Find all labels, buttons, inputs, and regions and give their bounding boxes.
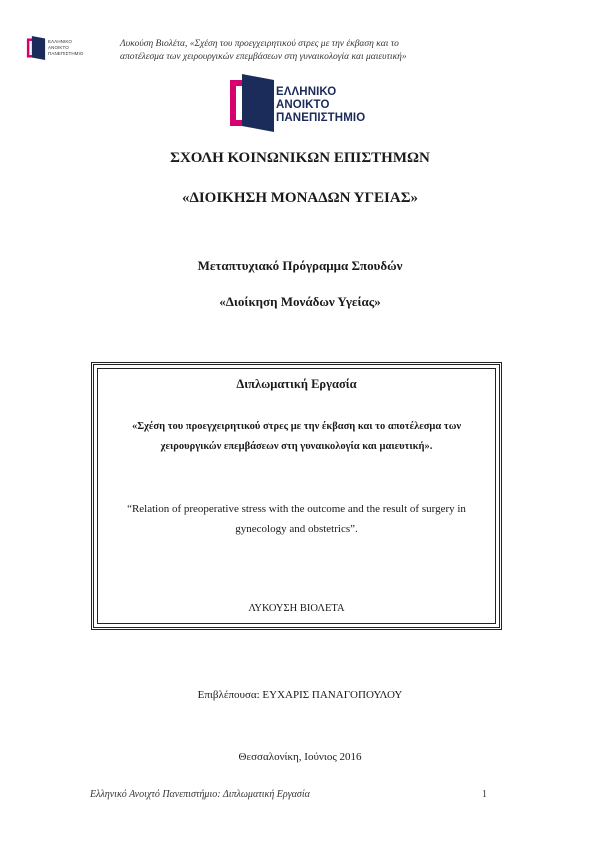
running-head <box>120 38 490 64</box>
header-logo-text: ΕΛΛΗΝΙΚΟ ΑΝΟΙΚΤΟ ΠΑΝΕΠΙΣΤΗΜΙΟ <box>48 39 84 56</box>
running-head-line2: αποτέλεσμα των χειρουργικών επεμβάσεων στη γυναικολογία και μαιευτική» <box>120 52 407 62</box>
university-logo-text <box>276 86 365 125</box>
thesis-title-greek: «Σχέση του προεγχειρητικού στρες με την έκβαση και το αποτέλεσμα των χειρουργικών επεμβάσεων στη γυναικολογία και μαιευτική». <box>131 421 462 452</box>
footer-text: Ελληνικό Ανοιχτό Πανεπιστήμιο: Διπλωματική Εργασία <box>90 789 310 800</box>
header-logo <box>26 36 86 62</box>
logo-line3: ΠΑΝΕΠΙΣΤΗΜΙΟ <box>276 112 366 124</box>
school-title: ΣΧΟΛΗ ΚΟΙΝΩΝΙΚΩΝ ΕΠΙΣΤΗΜΩΝ <box>170 150 430 166</box>
thesis-frame-inner <box>97 368 496 624</box>
thesis-author: ΛΥΚΟΥΣΗ ΒΙΟΛΕΤΑ <box>248 603 345 614</box>
running-head-line1: Λυκούση Βιολέτα, «Σχέση του προεγχειρητικού στρες με την έκβαση και το <box>120 39 399 49</box>
supervisor: Επιβλέπουσα: ΕΥΧΑΡΙΣ ΠΑΝΑΓΟΠΟΥΛΟΥ <box>197 689 403 701</box>
eap-logo-mark <box>230 74 274 132</box>
department-title: «ΔΙΟΙΚΗΣΗ ΜΟΝΑΔΩΝ ΥΓΕΙΑΣ» <box>181 190 419 206</box>
eap-logo-mark-small <box>26 36 46 60</box>
program-label: Μεταπτυχιακό Πρόγραμμα Σπουδών <box>197 258 403 273</box>
logo-line1: ΕΛΛΗΝΙΚΟ <box>276 86 337 98</box>
university-logo <box>230 74 380 134</box>
place-date: Θεσσαλονίκη, Ιούνιος 2016 <box>238 751 362 763</box>
thesis-title-english: “Relation of preoperative stress with the outcome and the result of surgery in gynecology and obstetrics”. <box>127 503 466 535</box>
logo-line2: ΑΝΟΙΚΤΟ <box>276 99 330 111</box>
thesis-frame <box>91 362 502 630</box>
program-name: «Διοίκηση Μονάδων Υγείας» <box>219 294 381 309</box>
page-number: 1 <box>482 789 487 800</box>
thesis-type: Διπλωματική Εργασία <box>236 377 357 391</box>
